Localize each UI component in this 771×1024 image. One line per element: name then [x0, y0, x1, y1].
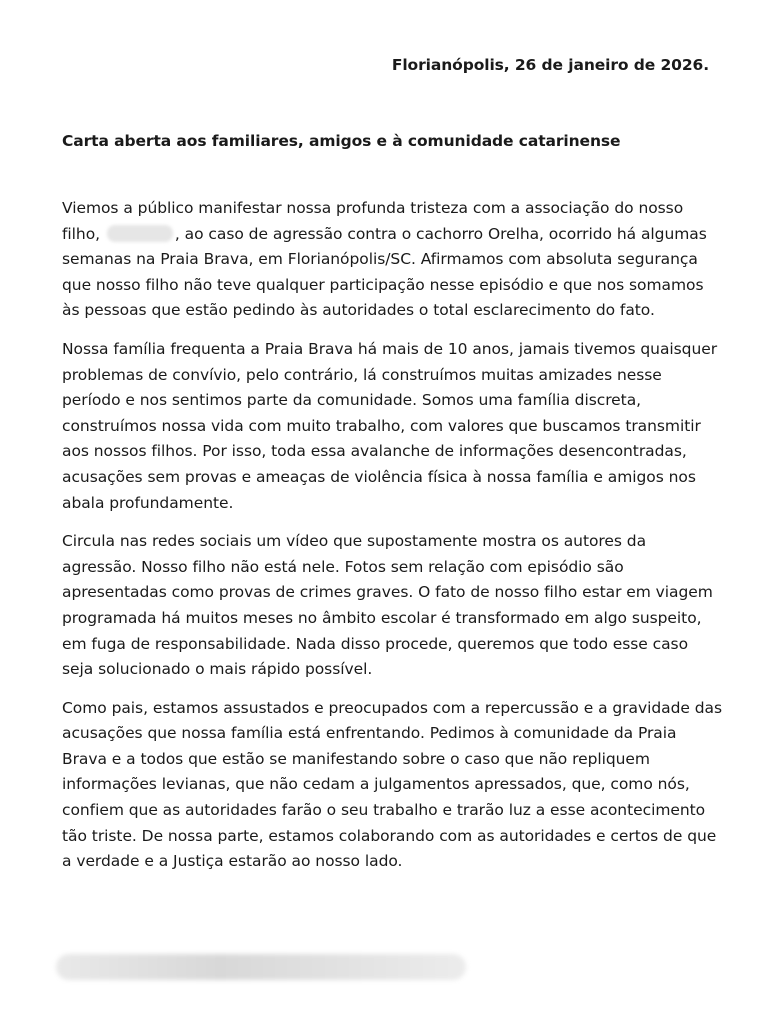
redacted-name: [107, 225, 173, 242]
redacted-signature: [56, 954, 466, 980]
paragraph-3: Circula nas redes sociais um vídeo que supostamente mostra os autores da agressão. Nosso filho não está nele. Fotos sem relação com episódio são apresentadas como provas de crimes graves. O fato de nosso filho estar em viagem programada há muitos meses no âmbito escolar é transformado em algo suspeito, em fuga de responsabilidade. Nada disso procede, queremos que todo esse caso seja solucionado o mais rápido possível.: [62, 532, 713, 679]
paragraph-4: Como pais, estamos assustados e preocupados com a repercussão e a gravidade das acusações que nossa família está enfrentando. Pedimos à comunidade da Praia Brava e a todos que estão se manifestando sobre o caso que não repliquem informações levianas, que não cedam a julgamentos apressados, que, como nós, confiem que as autoridades farão o seu trabalho e trarão luz a esse acontecimento tão triste. De nossa parte, estamos colaborando com as autoridades e certos de que a verdade e a Justiça estarão ao nosso lado.: [62, 698, 722, 871]
paragraph-1-rest: , ao caso de agressão contra o cachorro Orelha, ocorrido há algumas semanas na Praia Brava, em Florianópolis/SC. Afirmamos com absoluta segurança que nosso filho não teve qualquer participação nesse episódio e que nos somamos às pessoas que estão pedindo às autoridades o total esclarecimento do fato.: [62, 224, 707, 320]
date-line: Florianópolis, 26 de janeiro de 2026.: [391, 56, 709, 74]
letter-body: [62, 196, 722, 888]
letter-title: Carta aberta aos familiares, amigos e à comunidade catarinense: [62, 132, 621, 150]
paragraph-1-start: Viemos a público manifestar nossa profunda tristeza com a associação do nosso filho,: [62, 199, 684, 243]
paragraph-2: Nossa família frequenta a Praia Brava há mais de 10 anos, jamais tivemos quaisquer problemas de convívio, pelo contrário, lá construímos muitas amizades nesse período e nos sentimos parte da comunidade. Somos uma família discreta, construímos nossa vida com muito trabalho, com valores que buscamos transmitir aos nossos filhos. Por isso, toda essa avalanche de informações desencontradas, acusações sem provas e ameaças de violência física à nossa família e amigos nos abala profundamente.: [62, 339, 718, 512]
paragraph-1: [62, 196, 722, 324]
